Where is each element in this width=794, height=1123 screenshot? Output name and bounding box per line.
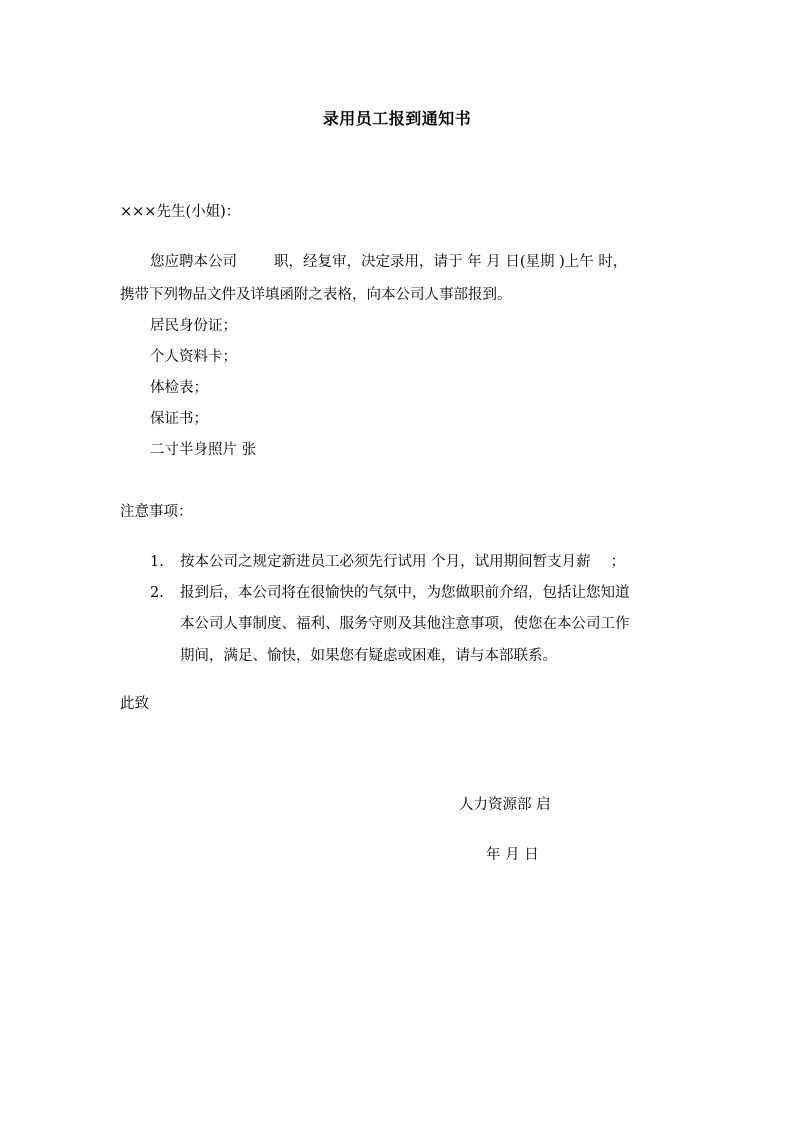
list-item-health-form: 体检表；	[150, 380, 208, 396]
paragraph-1-line-1	[150, 252, 627, 272]
note-1-number: 1.	[150, 554, 164, 570]
signature-department: 人力资源部 启	[459, 797, 551, 813]
note-2-line-2: 本公司人事制度、福利、服务守则及其他注意事项，使您在本公司工作	[180, 616, 630, 632]
note-1-text-main: 按本公司之规定新进员工必须先行试用 个月，试用期间暂支月薪	[180, 554, 591, 570]
note-1-text-end: ；	[610, 554, 626, 570]
document-title: 录用员工报到通知书	[322, 109, 472, 128]
list-item-photo: 二寸半身照片 张	[150, 442, 257, 458]
note-2-line-3: 期间，满足、愉快，如果您有疑虑或困难，请与本部联系。	[180, 648, 557, 664]
closing-phrase: 此致	[120, 696, 149, 712]
salutation: ×××先生(小姐)：	[120, 204, 241, 220]
list-item-id-card: 居民身份证；	[150, 318, 237, 334]
note-1-text	[180, 552, 625, 572]
paragraph-1-line-2: 携带下列物品文件及详填函附之表格，向本公司人事部报到。	[120, 287, 512, 303]
list-item-profile-card: 个人资料卡；	[150, 349, 237, 365]
notes-heading: 注意事项：	[120, 504, 193, 520]
list-item-guarantee: 保证书；	[150, 411, 208, 427]
note-2-line-1: 报到后，本公司将在很愉快的气氛中，为您做职前介绍，包括让您知道	[180, 585, 630, 601]
note-2-number: 2.	[150, 585, 164, 601]
paragraph-1-line-1-prefix: 您应聘本公司	[150, 254, 237, 270]
paragraph-1-line-1-suffix: 职，经复审，决定录用，请于 年 月 日(星期 )上午 时，	[274, 254, 628, 270]
signature-date: 年 月 日	[486, 847, 539, 863]
